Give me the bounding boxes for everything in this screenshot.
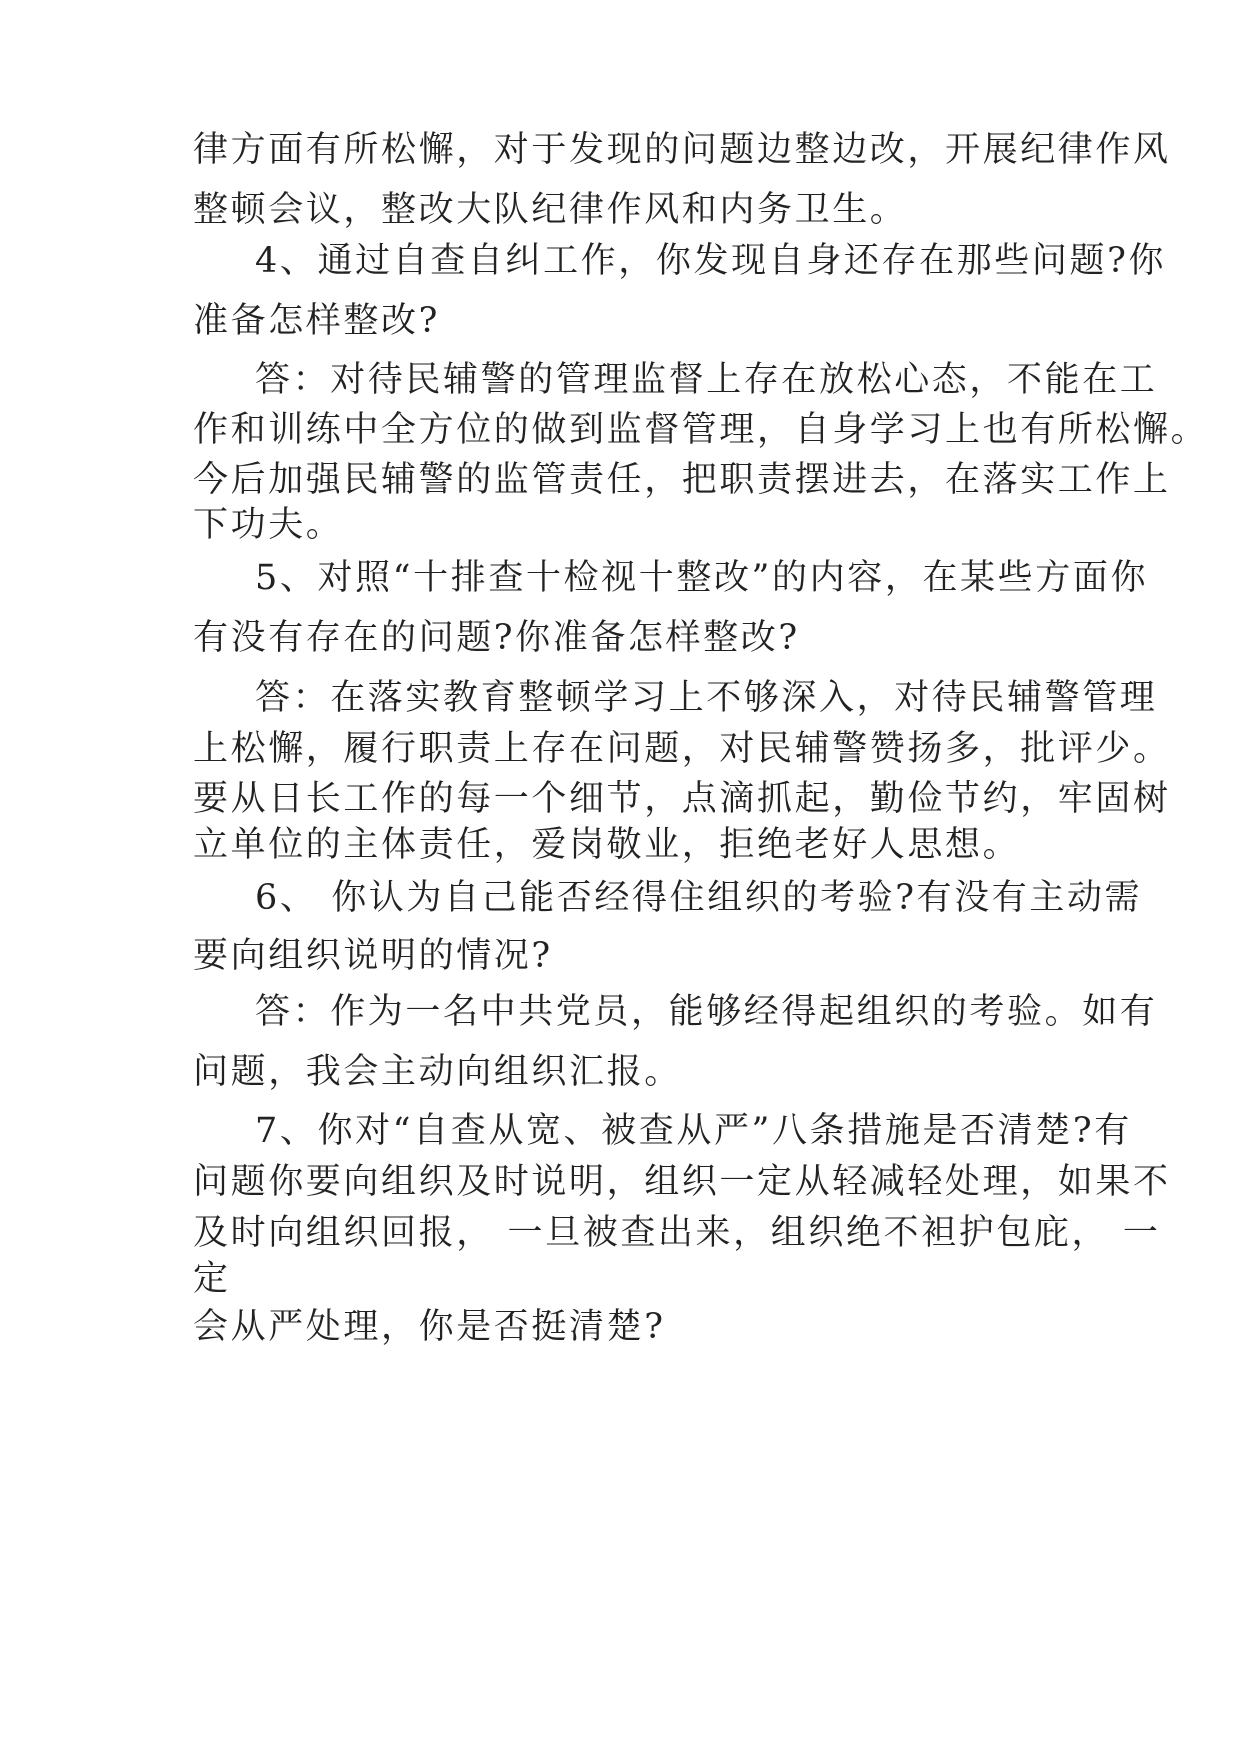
text-line: 问题你要向组织及时说明，组织一定从轻减轻处理，如果不 — [193, 1162, 1171, 1202]
question-5: 5、对照“十排查十检视十整改”的内容，在某些方面你 — [255, 558, 1149, 598]
question-6: 6、 你认为自己能否经得住组织的考验?有没有主动需 — [255, 878, 1143, 918]
text-line: 下功夫。 — [193, 505, 344, 545]
text-line: 准备怎样整改? — [193, 301, 440, 341]
text-line: 今后加强民辅警的监管责任，把职责摆进去，在落实工作上 — [193, 460, 1171, 500]
text-line: 要向组织说明的情况? — [193, 936, 553, 976]
text-line: 整顿会议，整改大队纪律作风和内务卫生。 — [193, 190, 908, 230]
text-line: 及时向组织回报， 一旦被查出来，组织绝不袒护包庇， 一 — [193, 1213, 1161, 1253]
text-line: 上松懈，履行职责上存在问题，对民辅警赞扬多，批评少。 — [193, 729, 1171, 769]
text-line: 律方面有所松懈，对于发现的问题边整边改，开展纪律作风 — [193, 130, 1171, 170]
text-line: 立单位的主体责任，爱岗敬业，拒绝老好人思想。 — [193, 825, 1021, 865]
text-line: 有没有存在的问题?你准备怎样整改? — [193, 618, 800, 658]
question-7: 7、你对“自查从宽、被查从严”八条措施是否清楚?有 — [255, 1111, 1132, 1151]
answer-5: 答：在落实教育整顿学习上不够深入，对待民辅警管理 — [255, 678, 1158, 718]
text-line: 定 — [193, 1259, 231, 1299]
question-4: 4、通过自查自纠工作，你发现自身还存在那些问题?你 — [255, 241, 1167, 281]
text-line: 会从严处理，你是否挺清楚? — [193, 1307, 666, 1347]
text-line: 作和训练中全方位的做到监督管理，自身学习上也有所松懈。 — [193, 410, 1209, 450]
answer-6: 答：作为一名中共党员，能够经得起组织的考验。如有 — [255, 992, 1158, 1032]
text-line: 要从日长工作的每一个细节，点滴抓起，勤俭节约，牢固树 — [193, 779, 1171, 819]
answer-4: 答：对待民辅警的管理监督上存在放松心态，不能在工 — [255, 360, 1158, 400]
text-line: 问题，我会主动向组织汇报。 — [193, 1052, 682, 1092]
